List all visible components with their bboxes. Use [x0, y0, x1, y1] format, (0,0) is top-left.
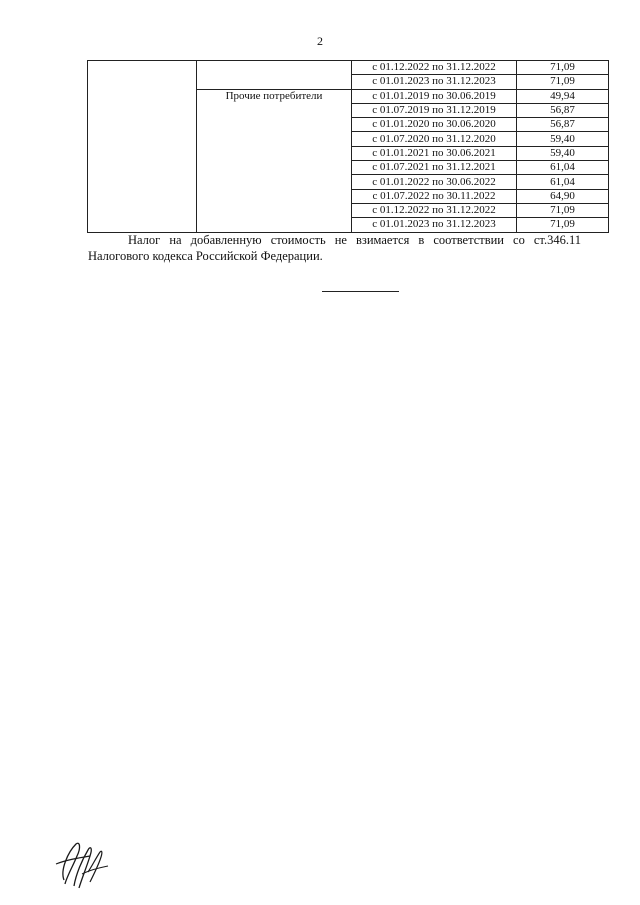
- table-row: [88, 61, 609, 75]
- value-cell: 61,04: [517, 175, 609, 189]
- period-cell: с 01.12.2022 по 31.12.2022: [352, 203, 517, 217]
- signature-icon: [52, 836, 112, 891]
- tariff-table: [87, 60, 609, 233]
- period-cell: с 01.07.2020 по 31.12.2020: [352, 132, 517, 146]
- value-cell: 56,87: [517, 103, 609, 117]
- page-number: 2: [317, 34, 323, 48]
- period-cell: с 01.01.2023 по 31.12.2023: [352, 218, 517, 232]
- value-cell: 64,90: [517, 189, 609, 203]
- period-cell: с 01.12.2022 по 31.12.2022: [352, 61, 517, 75]
- value-cell: 71,09: [517, 75, 609, 89]
- empty-cell: [197, 61, 352, 90]
- value-cell: 71,09: [517, 61, 609, 75]
- period-cell: с 01.01.2020 по 30.06.2020: [352, 118, 517, 132]
- period-cell: с 01.01.2021 по 30.06.2021: [352, 146, 517, 160]
- value-cell: 56,87: [517, 118, 609, 132]
- value-cell: 59,40: [517, 146, 609, 160]
- period-cell: с 01.07.2021 по 31.12.2021: [352, 161, 517, 175]
- value-cell: 71,09: [517, 218, 609, 232]
- period-cell: с 01.01.2022 по 30.06.2022: [352, 175, 517, 189]
- period-cell: с 01.07.2019 по 31.12.2019: [352, 103, 517, 117]
- consumer-group-cell: Прочие потребители: [197, 89, 352, 232]
- document-end-line: [322, 291, 399, 292]
- period-cell: с 01.01.2023 по 31.12.2023: [352, 75, 517, 89]
- value-cell: 49,94: [517, 89, 609, 103]
- empty-cell: [88, 61, 197, 233]
- value-cell: 61,04: [517, 161, 609, 175]
- vat-note: [88, 232, 581, 264]
- period-cell: с 01.01.2019 по 30.06.2019: [352, 89, 517, 103]
- value-cell: 71,09: [517, 203, 609, 217]
- vat-note-text: Налог на добавленную стоимость не взимается в соответствии со ст.346.11 Налогового кодекса Российской Федерации.: [88, 233, 581, 263]
- value-cell: 59,40: [517, 132, 609, 146]
- period-cell: с 01.07.2022 по 30.11.2022: [352, 189, 517, 203]
